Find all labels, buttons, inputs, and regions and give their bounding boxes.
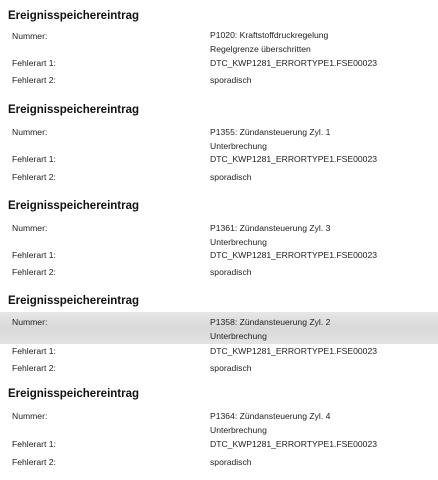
nummer-value — [210, 315, 330, 343]
fehlerart2-label: Fehlerart 2: — [12, 363, 56, 373]
fehlerart2-value: sporadisch — [210, 267, 252, 277]
fault-code-line: P1020: Kraftstoffdruckregelung — [210, 30, 329, 40]
nummer-value — [210, 28, 328, 56]
entry-title: Ereignisspeichereintrag — [8, 295, 140, 307]
fehlerart1-label: Fehlerart 1: — [12, 439, 56, 449]
fehlerart1-label: Fehlerart 1: — [12, 346, 56, 356]
fehlerart2-value: sporadisch — [210, 457, 252, 467]
fehlerart2-label: Fehlerart 2: — [12, 172, 56, 182]
entry-title: Ereignisspeichereintrag — [8, 104, 140, 116]
fehlerart1-value: DTC_KWP1281_ERRORTYPE1.FSE00023 — [210, 58, 378, 68]
nummer-label: Nummer: — [12, 223, 48, 233]
fehlerart1-label: Fehlerart 1: — [12, 58, 56, 68]
fault-description-line: Unterbrechung — [210, 331, 267, 341]
nummer-value — [210, 125, 330, 153]
fault-description-line: Unterbrechung — [210, 141, 267, 151]
fehlerart1-label: Fehlerart 1: — [12, 154, 56, 164]
fehlerart1-label: Fehlerart 1: — [12, 250, 56, 260]
fehlerart2-value: sporadisch — [210, 172, 252, 182]
fehlerart2-label: Fehlerart 2: — [12, 75, 56, 85]
fault-code-line: P1358: Zündansteuerung Zyl. 2 — [210, 317, 331, 327]
fehlerart2-label: Fehlerart 2: — [12, 457, 56, 467]
fault-description-line: Regelgrenze überschritten — [210, 44, 311, 54]
fehlerart2-value: sporadisch — [210, 75, 252, 85]
nummer-label: Nummer: — [12, 127, 48, 137]
nummer-label: Nummer: — [12, 411, 48, 421]
nummer-value — [210, 221, 330, 249]
fehlerart2-value: sporadisch — [210, 363, 252, 373]
fault-description-line: Unterbrechung — [210, 237, 267, 247]
fehlerart2-label: Fehlerart 2: — [12, 267, 56, 277]
nummer-label: Nummer: — [12, 31, 48, 41]
fault-code-line: P1355: Zündansteuerung Zyl. 1 — [210, 127, 331, 137]
entry-title: Ereignisspeichereintrag — [8, 388, 140, 400]
nummer-label: Nummer: — [12, 317, 48, 327]
fault-code-line: P1361: Zündansteuerung Zyl. 3 — [210, 223, 331, 233]
fault-description-line: Unterbrechung — [210, 425, 267, 435]
fehlerart1-value: DTC_KWP1281_ERRORTYPE1.FSE00023 — [210, 250, 378, 260]
nummer-value — [210, 409, 330, 437]
entry-title: Ereignisspeichereintrag — [8, 10, 140, 22]
fault-code-line: P1364: Zündansteuerung Zyl. 4 — [210, 411, 331, 421]
entry-title: Ereignisspeichereintrag — [8, 200, 140, 212]
fehlerart1-value: DTC_KWP1281_ERRORTYPE1.FSE00023 — [210, 154, 378, 164]
fehlerart1-value: DTC_KWP1281_ERRORTYPE1.FSE00023 — [210, 346, 378, 356]
fehlerart1-value: DTC_KWP1281_ERRORTYPE1.FSE00023 — [210, 439, 378, 449]
